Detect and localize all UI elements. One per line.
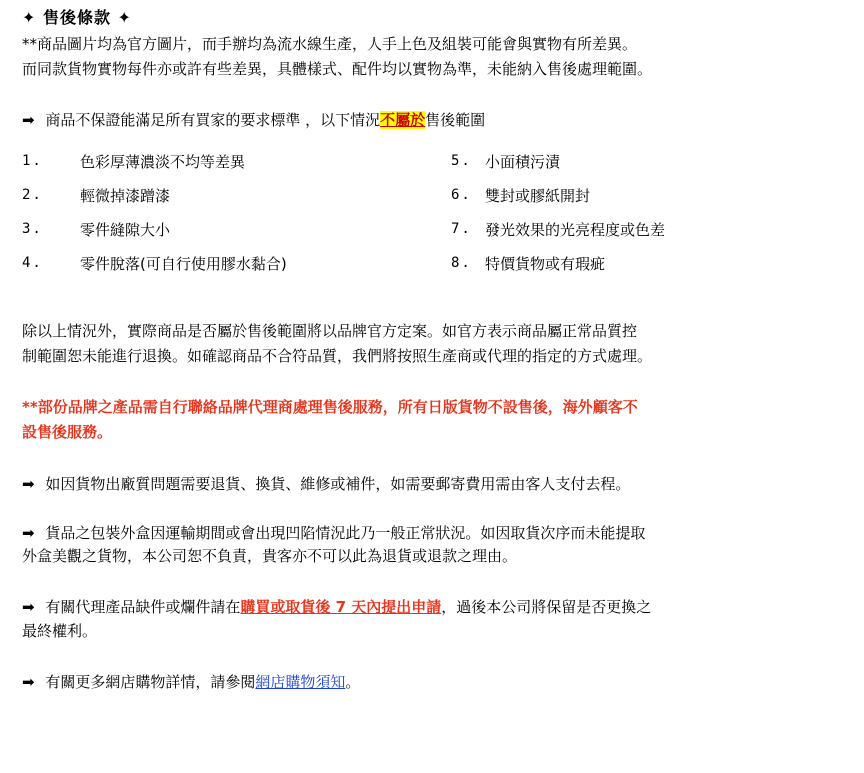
- list-item-number: 8.: [450, 255, 472, 272]
- note-agent-claim-link[interactable]: 購買或取貨後 7 天內提出申請: [240, 598, 442, 617]
- note-packaging: [22, 522, 850, 545]
- note-agent-claim-text-2: 最終權利。: [22, 621, 98, 640]
- exclusion-notice-after: 售後範圍: [425, 111, 486, 130]
- note-agent-claim-before: 有關代理產品缺件或爛件請在: [45, 598, 241, 617]
- exclusion-column-left: [22, 151, 451, 288]
- warning-line-2: [22, 421, 850, 444]
- note-packaging-line-2: [22, 545, 850, 568]
- list-item-label: 小面積污漬: [484, 152, 560, 171]
- note-return-shipping-text: 如因貨物出廠質問題需要退貨、換貨、維修或補件，如需要郵寄費用需由客人支付去程。: [45, 474, 631, 493]
- spacer: [22, 570, 850, 596]
- list-item: [451, 219, 850, 242]
- list-item: [451, 185, 850, 208]
- warning-text-2: 設售後服務。: [22, 423, 113, 442]
- list-item-number: 2.: [22, 186, 43, 203]
- exclusion-column-right: [451, 151, 850, 288]
- note-packaging-text-2: 外盒美觀之貨物，本公司恕不負責，貴客亦不可以此為退貨或退款之理由。: [22, 547, 518, 566]
- list-item: [22, 253, 451, 276]
- warning-line-1: [22, 396, 850, 419]
- list-item-label: 雙封或膠紙開封: [484, 186, 590, 205]
- intro-line-2: [22, 58, 850, 81]
- exclusion-highlight: 不屬於: [380, 111, 426, 130]
- spacer: [22, 447, 850, 473]
- spacer: [22, 370, 850, 396]
- policy-text-1: 除以上情況外，實際商品是否屬於售後範圍將以品牌官方定案。如官方表示商品屬正常品質控: [22, 321, 638, 340]
- exclusion-notice: [22, 109, 850, 132]
- spacer: [22, 645, 850, 671]
- warning-text-1: **部份品牌之產品需自行聯絡品牌代理商處理售後服務，所有日版貨物不設售後，海外顧客不: [22, 398, 638, 417]
- list-item-number: 4.: [22, 255, 43, 272]
- note-more-info-before: 有關更多網店購物詳情，請參閱: [45, 672, 256, 691]
- list-item: [451, 253, 850, 276]
- note-agent-claim-after: ，過後本公司將保留是否更換之: [441, 598, 652, 617]
- arrow-icon: ➡: [22, 111, 35, 130]
- list-item-label: 零件縫隙大小: [80, 221, 171, 240]
- exclusion-list: [22, 151, 850, 288]
- arrow-icon: ➡: [22, 598, 35, 617]
- list-item-number: 1.: [22, 152, 43, 169]
- list-item: [451, 151, 850, 174]
- note-agent-claim: [22, 596, 850, 619]
- list-item-label: 發光效果的光亮程度或色差: [484, 221, 665, 240]
- policy-line-2: [22, 345, 850, 368]
- arrow-icon: ➡: [22, 672, 35, 691]
- policy-text-2: 制範圍恕未能進行退換。如確認商品不合符品質，我們將按照生產商或代理的指定的方式處理。: [22, 346, 653, 365]
- list-item-number: 6.: [450, 186, 472, 203]
- spacer: [22, 83, 850, 109]
- list-item-number: 5.: [450, 152, 472, 169]
- note-more-info-after: 。: [345, 672, 361, 691]
- list-item-label: 輕微掉漆蹭漆: [80, 186, 171, 205]
- intro-line-1: [22, 33, 850, 56]
- spacer: [22, 294, 850, 320]
- intro-text-1: **商品圖片均為官方圖片，而手辦均為流水線生產，人手上色及組裝可能會與實物有所差異。: [22, 34, 638, 53]
- note-agent-claim-line-2: [22, 620, 850, 643]
- list-item: [22, 185, 451, 208]
- spacer: [22, 496, 850, 522]
- policy-line-1: [22, 320, 850, 343]
- list-item-label: 色彩厚薄濃淡不均等差異: [80, 152, 246, 171]
- shop-guide-link[interactable]: 網店購物須知: [255, 672, 346, 691]
- page-title: ✦ 售後條款 ✦: [22, 8, 132, 27]
- list-item: [22, 151, 451, 174]
- arrow-icon: ➡: [22, 523, 35, 542]
- list-item-label: 零件脫落(可自行使用膠水黏合): [80, 255, 287, 274]
- list-item-label: 特價貨物或有瑕疵: [484, 255, 605, 274]
- note-packaging-text-1: 貨品之包裝外盒因運輸期間或會出現凹陷情況此乃一般正常狀況。如因取貨次序而未能提取: [45, 523, 646, 542]
- arrow-icon: ➡: [22, 474, 35, 493]
- list-item: [22, 219, 451, 242]
- list-item-number: 7.: [450, 221, 472, 238]
- note-more-info: [22, 671, 850, 694]
- note-return-shipping: [22, 473, 850, 496]
- exclusion-notice-before: 商品不保證能滿足所有買家的要求標準 ，以下情況: [45, 111, 381, 130]
- list-item-number: 3.: [22, 221, 43, 238]
- intro-text-2: 而同款貨物實物每件亦或許有些差異，具體樣式、配件均以實物為準，未能納入售後處理範圍。: [22, 60, 653, 79]
